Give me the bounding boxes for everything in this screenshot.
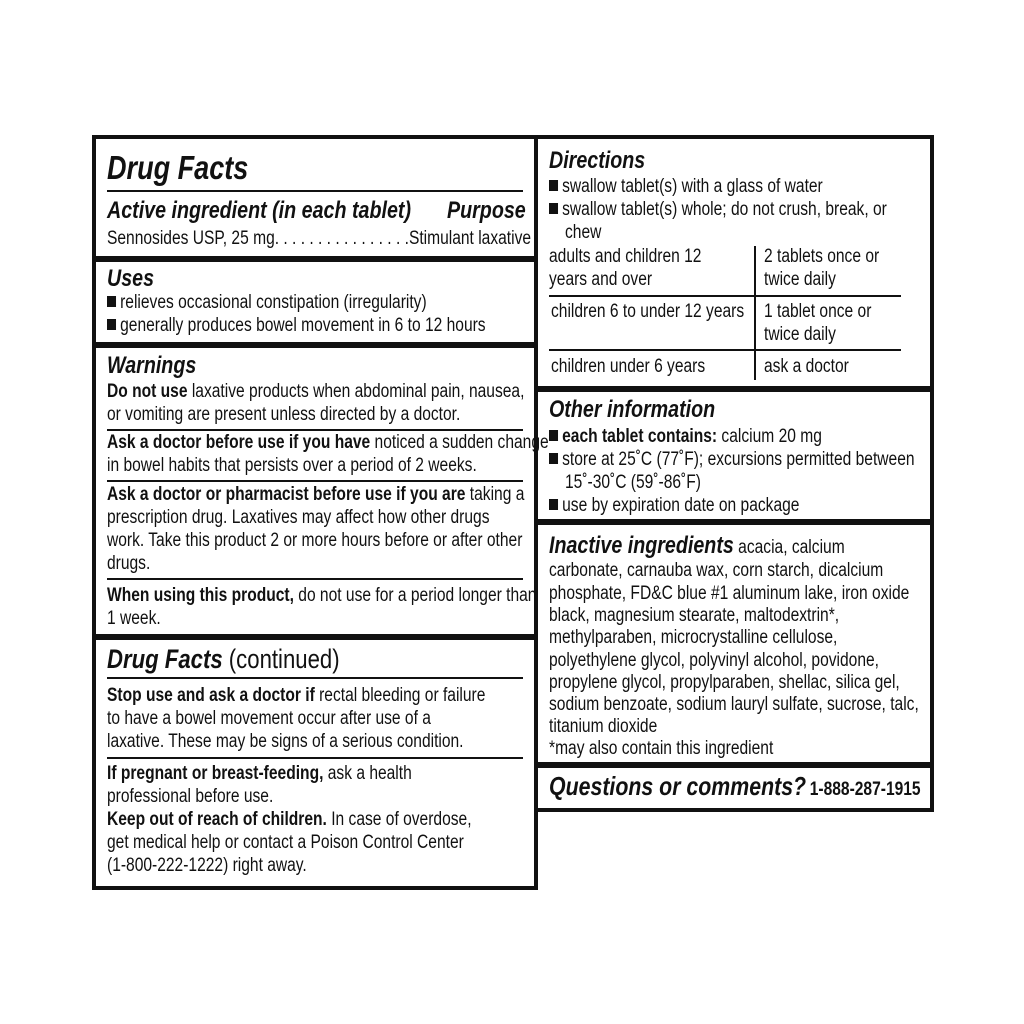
warnings-subrule-1 (107, 429, 523, 431)
questions-phone: 1-888-287-1915 (809, 779, 921, 800)
bullet-square-icon (107, 319, 116, 330)
questions-heading: Questions or comments? (549, 771, 807, 801)
dosage-row-3-age: children under 6 years (551, 356, 706, 377)
inactive-ingredients-heading: Inactive ingredients (549, 532, 734, 559)
continued-title: Drug Facts (continued) (107, 644, 340, 674)
ask-pharmacist-line-4: drugs. (107, 553, 151, 574)
ingredient-leader-dots: . . . . . . . . . . . . . . . . (274, 228, 409, 249)
when-using-line-1: When using this product, do not use for a period longer than (107, 585, 537, 606)
stop-use-line-2: to have a bowel movement occur after use of a (107, 708, 431, 729)
do-not-use-line-1: Do not use laxative products when abdominal pain, nausea, (107, 381, 525, 402)
bullet-square-icon (549, 180, 558, 191)
inactive-line-6: propylene glycol, propylparaben, shellac, silica gel, (549, 672, 900, 693)
directions-item-1: swallow tablet(s) with a glass of water (549, 176, 823, 198)
divider-warnings-continued (96, 634, 534, 640)
keep-out-line-1: Keep out of reach of children. In case of overdose, (107, 809, 472, 830)
ask-pharmacist-line-2: prescription drug. Laxatives may affect how other drugs (107, 507, 490, 528)
dosage-row-2-dose-line-2: twice daily (764, 324, 836, 345)
dosage-table-row-rule-1 (549, 295, 901, 297)
ask-doctor-line-2: in bowel habits that persists over a period of 2 weeks. (107, 455, 477, 476)
inactive-line-1: carbonate, carnauba wax, corn starch, dicalcium (549, 560, 884, 581)
dosage-table-row-rule-2 (549, 349, 901, 351)
continued-title-rule (107, 677, 523, 679)
warnings-subrule-3 (107, 578, 523, 580)
dosage-row-2-dose-line-1: 1 tablet once or (764, 301, 872, 322)
directions-heading: Directions (549, 147, 646, 174)
uses-item-2: generally produces bowel movement in 6 to 12 hours (107, 315, 486, 337)
keep-out-line-3: (1-800-222-1222) right away. (107, 855, 307, 876)
ask-pharmacist-line-3: work. Take this product 2 or more hours before or after other (107, 530, 523, 551)
warnings-heading: Warnings (107, 352, 197, 379)
pregnant-line-2: professional before use. (107, 786, 274, 807)
uses-item-1: relieves occasional constipation (irregularity) (107, 292, 427, 314)
divider-directions-other (538, 386, 930, 392)
bullet-square-icon (107, 296, 116, 307)
other-info-item-2-line-1: store at 25˚C (77˚F); excursions permitted between (549, 449, 915, 471)
when-using-line-2: 1 week. (107, 608, 161, 629)
dosage-row-1-dose-line-2: twice daily (764, 269, 836, 290)
stop-use-line-1: Stop use and ask a doctor if rectal bleeding or failure (107, 685, 486, 706)
keep-out-line-2: get medical help or contact a Poison Control Center (107, 832, 464, 853)
ingredient-purpose: Stimulant laxative (408, 228, 532, 249)
bullet-square-icon (549, 203, 558, 214)
bullet-square-icon (549, 499, 558, 510)
ask-doctor-line-1: Ask a doctor before use if you have noticed a sudden change (107, 432, 549, 453)
dosage-row-1-age-line-2: years and over (549, 269, 653, 290)
dosage-row-3-dose: ask a doctor (764, 356, 849, 377)
divider-uses-warnings (96, 342, 534, 348)
stop-use-line-3: laxative. These may be signs of a serious condition. (107, 731, 464, 752)
continued-subrule (107, 757, 523, 759)
directions-item-2-line-1: swallow tablet(s) whole; do not crush, break, or (549, 199, 887, 221)
dosage-row-1-dose-line-1: 2 tablets once or (764, 246, 880, 267)
pregnant-line-1: If pregnant or breast-feeding, ask a health (107, 763, 412, 784)
active-ingredient-heading: Active ingredient (in each tablet) (107, 197, 412, 224)
uses-heading: Uses (107, 265, 155, 292)
inactive-line-8: titanium dioxide (549, 716, 658, 737)
dosage-table-column-divider (754, 246, 756, 380)
warnings-subrule-2 (107, 480, 523, 482)
bullet-square-icon (549, 430, 558, 441)
inactive-line-7: sodium benzoate, sodium lauryl sulfate, sucrose, talc, (549, 694, 919, 715)
do-not-use-line-2: or vomiting are present unless directed by a doctor. (107, 404, 461, 425)
ask-pharmacist-line-1: Ask a doctor or pharmacist before use if you are taking a (107, 484, 525, 505)
divider-drug-facts-uses (96, 256, 534, 262)
drug-facts-title: Drug Facts (107, 149, 249, 186)
inactive-line-2: phosphate, FD&C blue #1 aluminum lake, iron oxide (549, 583, 910, 604)
other-info-item-3: use by expiration date on package (549, 495, 799, 517)
inactive-ingredients-line-0: Inactive ingredients acacia, calcium (549, 532, 845, 559)
bullet-square-icon (549, 453, 558, 464)
inactive-line-3: black, magnesium stearate, maltodextrin*, (549, 605, 840, 626)
divider-other-inactive (538, 519, 930, 525)
directions-item-2-line-2: chew (565, 222, 602, 243)
inactive-footnote: *may also contain this ingredient (549, 738, 774, 759)
divider-inactive-questions (538, 762, 930, 768)
other-info-item-1: each tablet contains: calcium 20 mg (549, 426, 822, 448)
ingredient-name: Sennosides USP, 25 mg (107, 228, 275, 249)
other-information-heading: Other information (549, 396, 716, 423)
dosage-row-1-age-line-1: adults and children 12 (549, 246, 702, 267)
other-info-item-2-line-2: 15˚-30˚C (59˚-86˚F) (565, 472, 701, 493)
questions-line (549, 772, 921, 805)
dosage-row-2-age: children 6 to under 12 years (551, 301, 745, 322)
inactive-line-4: methylparaben, microcrystalline cellulose, (549, 627, 838, 648)
drug-facts-title-rule (107, 190, 523, 192)
purpose-heading: Purpose (447, 197, 526, 224)
inactive-line-5: polyethylene glycol, polyvinyl alcohol, povidone, (549, 650, 879, 671)
active-ingredient-row (107, 228, 531, 250)
